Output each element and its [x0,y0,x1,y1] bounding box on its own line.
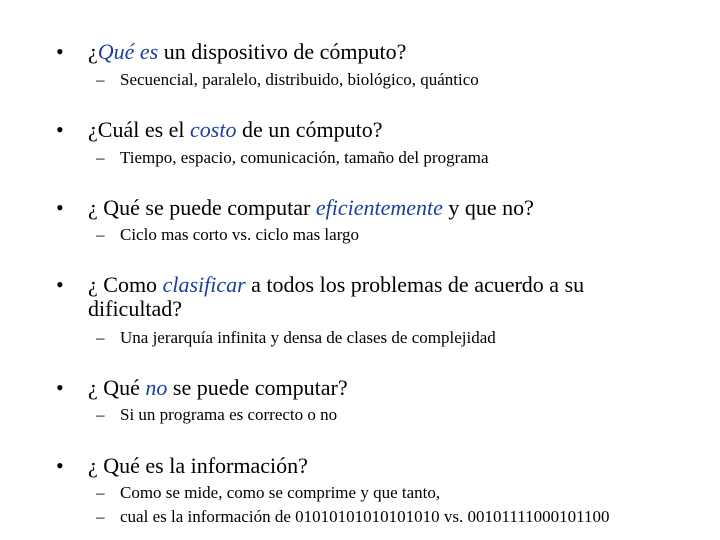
bullet-text-pre: ¿ Qué se puede computar [88,195,316,220]
dash-icon: – [96,405,105,424]
bullet-text [88,376,348,400]
bullet-text-emphasis: clasificar [162,272,246,297]
dash-icon: – [96,70,105,89]
bullet-text [88,196,534,220]
bullet-text-post: se puede computar? [167,375,348,400]
dash-icon: – [96,225,105,244]
bullet-text-emphasis: eficientemente [315,195,443,220]
sub-item-text: Tiempo, espacio, comunicación, tamaño del programa [120,148,489,167]
bullet-text-emphasis: costo [190,117,237,142]
bullet-text-emphasis: Qué es [97,39,159,64]
sub-item-text: Si un programa es correcto o no [120,405,338,424]
bullet-text-post: y que no? [442,195,534,220]
sub-item-text: Como se mide, como se comprime y que tanto, [120,483,441,502]
bullet-text-pre: ¿ Qué [88,375,146,400]
bullet-text-pre: ¿ Como [88,272,163,297]
dash-icon: – [96,483,105,502]
bullet-text-pre: ¿ [88,39,98,64]
bullet-text [88,40,406,64]
bullet-text [88,273,668,321]
bullet-dot-icon: • [56,117,64,142]
bullet-text-pre: ¿Cuál es el [88,117,191,142]
sub-item-text: Ciclo mas corto vs. ciclo mas largo [120,225,360,244]
bullet-dot-icon: • [56,195,64,220]
bullet-text-pre: ¿ Qué es la información? [88,453,308,478]
sub-item-text: Secuencial, paralelo, distribuido, biológico, quántico [120,70,479,89]
bullet-text [88,454,308,478]
bullet-text-emphasis: no [145,375,168,400]
sub-item-text: cual es la información de 01010101010101010 vs. 00101111000101100 [120,507,610,526]
bullet-dot-icon: • [56,39,64,64]
bullet-dot-icon: • [56,272,64,297]
bullet-text-post: de un cómputo? [236,117,383,142]
dash-icon: – [96,328,105,347]
bullet-text-post: a todos los problemas de acuerdo a su dificultad? [88,272,585,321]
bullet-text [88,118,383,142]
bullet-dot-icon: • [56,453,64,478]
sub-item-text: Una jerarquía infinita y densa de clases de complejidad [120,328,496,347]
bullet-text-post: un dispositivo de cómputo? [158,39,407,64]
dash-icon: – [96,148,105,167]
dash-icon: – [96,507,105,526]
bullet-dot-icon: • [56,375,64,400]
